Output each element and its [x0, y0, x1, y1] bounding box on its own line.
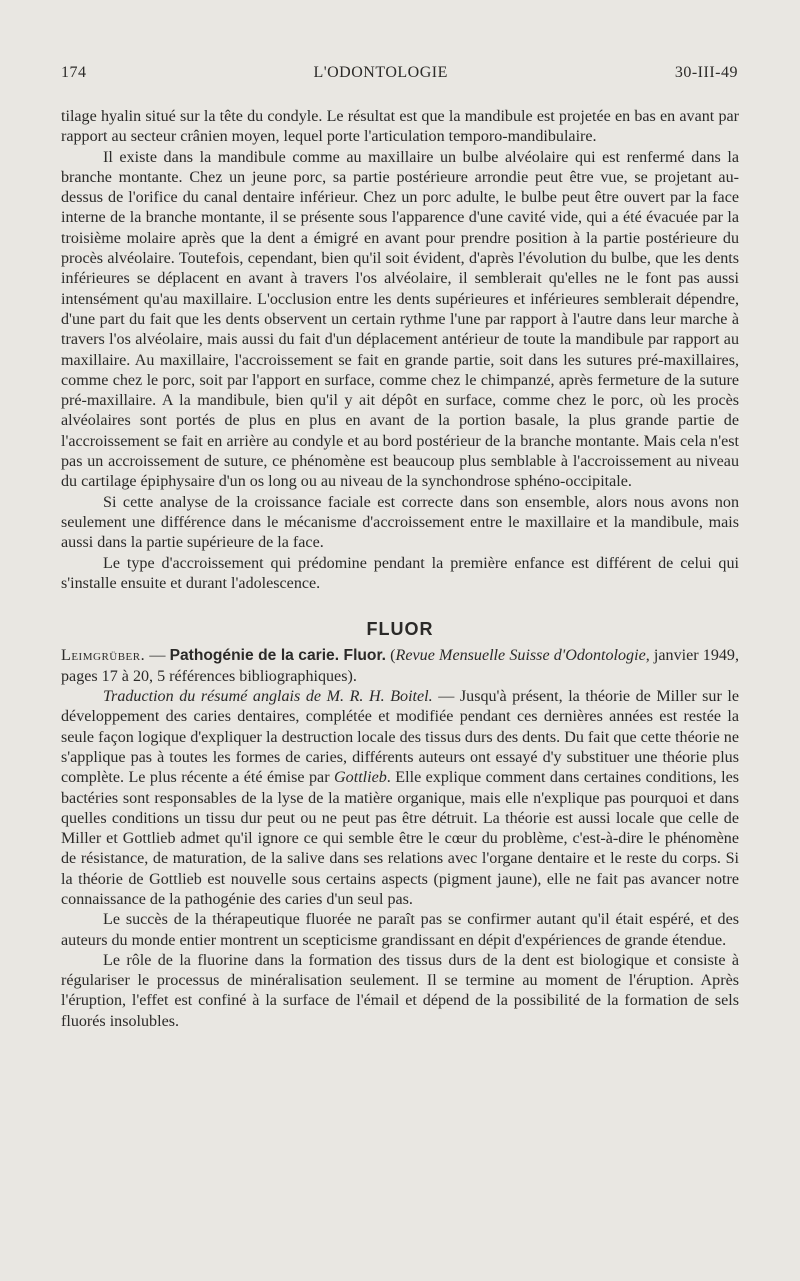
paragraph: Le rôle de la fluorine dans la formation des tissus durs de la dent est biologique et consiste à régulariser le processus de minéralisation seulement. Il se termine au moment de l'éruption. Après l'éruption, l'effet est confiné à la surface de l'émail et dépend de la possibilité de la formation de sels fluorés insolubles.	[61, 951, 739, 1030]
paragraph: Il existe dans la mandibule comme au maxillaire un bulbe alvéolaire qui est renfermé dans la branche montante. Chez un jeune porc, sa partie postérieure arrondie peut être vue, se projetant au-dessus de l'orifice du canal dentaire inférieur. Chez un porc adulte, le bulbe peut être ouvert par la face interne de la branche montante, il se présente sous l'apparence d'une cavité vide, qui a été évacuée par la troisième molaire après que la dent a émigré en avant pour prendre position à la partie postérieure du procès alvéolaire. Toutefois, cependant, bien qu'il soit évident, d'après l'évolution du bulbe, que les dents inférieures se déplacent en avant à travers l'os alvéolaire, il semblerait qu'elles ne le font pas aussi intensément qu'au maxillaire. L'occlusion entre les dents supérieures et inférieures semblerait dépendre, d'une part du fait que les dents observent un certain rythme l'une par rapport à l'autre dans leur marche à travers l'os alvéolaire, mais aussi du fait d'un déplacement antérieur de toute la mandibule par rapport au maxillaire. Au maxillaire, l'accroissement se fait en grande partie, soit dans les sutures pré-maxillaires, comme chez le porc, soit par l'apport en surface, comme chez le chimpanzé, après fermeture de la suture pré-maxillaire. A la mandibule, bien qu'il y ait dépôt en surface, comme chez le porc, où les procès alvéolaires sont portés de plus en plus en avant de la portion basale, la plus grande partie de l'accroissement se fait en arrière au condyle et au bord postérieur de la branche montante. Mais cela n'est pas un accroissement de suture, ce phénomène est beaucoup plus semblable à l'accroissement au niveau du cartilage épiphysaire d'un os long ou au niveau de la synchondrose sphéno-occipitale.	[61, 148, 739, 491]
paragraph: Le type d'accroissement qui prédomine pendant la première enfance est différent de celui qui s'installe ensuite et durant l'adolescence.	[61, 554, 739, 592]
article-body	[61, 107, 739, 1032]
reference-dash: —	[145, 647, 170, 665]
paragraph: Le succès de la thérapeutique fluorée ne paraît pas se confirmer autant qu'il était espéré, et des auteurs du monde entier montrent un scepticisme grandissant en dépit d'expériences de grande étendue.	[61, 911, 739, 949]
paragraph: tilage hyalin situé sur la tête du condyle. Le résultat est que la mandibule est projetée en bas en avant par rapport au secteur crânien moyen, lequel porte l'articulation temporo-mandibulaire.	[61, 108, 739, 146]
running-header	[61, 64, 738, 82]
translation-text-after: . Elle explique comment dans certaines conditions, les bactéries sont responsables de la lyse de la matière organique, mais elle n'explique pas pourquoi et dans quelles conditions un tissu dur peut ou ne peut pas être détruit. La théorie est aussi locale que celle de Miller et Gottlieb admet qu'il ignore ce qui semble être le cœur du problème, c'est-à-dire le phénomène de résistance, de maturation, de la salive dans ses relations avec l'organe dentaire et le reste du corps. Si la théorie de Gottlieb est nouvelle sous certains aspects (pigment jaune), elle ne fait pas avancer notre connaissance de la pathogénie des caries d'un seul pas.	[61, 769, 739, 908]
translation-name: Gottlieb	[334, 769, 387, 787]
section-title: FLUOR	[366, 619, 434, 640]
issue-date: 30-III-49	[674, 64, 738, 81]
translation-text-before: Jusqu'à présent, la théorie de Miller sur le développement des caries dentaires, complétée et modifiée pendant ces dernières années est restée la seule façon logique d'expliquer la destruction locale des tissus durs des dents. Du fait que cette théorie ne s'applique pas à toutes les formes de caries, différents auteurs ont essayé d'y substituer une théorie plus complète. Le plus récente a été émise par	[61, 688, 740, 787]
reference-author: Leimgrüber.	[61, 647, 146, 665]
paragraph: Si cette analyse de la croissance faciale est correcte dans son ensemble, alors nous avons non seulement une différence dans le mécanisme d'accroissement entre le maxillaire et la mandibule, mais aussi dans la partie supérieure de la face.	[61, 493, 739, 552]
bibliographic-reference	[61, 646, 739, 687]
reference-open: (	[386, 647, 396, 665]
page-number: 174	[61, 64, 87, 81]
reference-details: , janvier 1949, pages 17 à 20, 5 références bibliographiques).	[61, 647, 739, 685]
reference-title: Pathogénie de la carie. Fluor.	[169, 647, 386, 665]
reference-journal: Revue Mensuelle Suisse d'Odontologie	[395, 647, 646, 665]
translation-paragraph	[61, 687, 739, 910]
journal-title: L'ODONTOLOGIE	[313, 64, 448, 81]
translation-dash: —	[432, 688, 460, 706]
translation-lead: Traduction du résumé anglais de M. R. H. Boitel.	[103, 688, 433, 706]
